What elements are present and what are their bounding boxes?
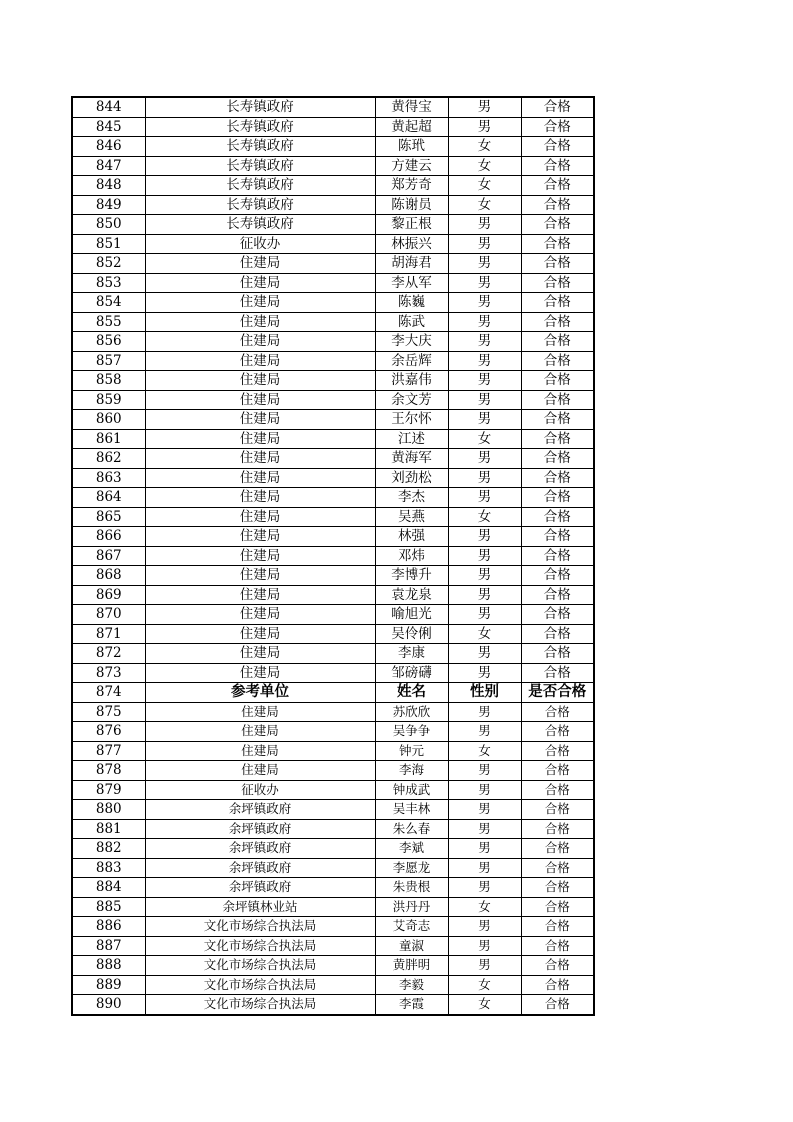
unit-cell: 住建局 [145,273,375,293]
name-cell: 吴伶俐 [375,624,448,644]
sex-cell: 男 [448,761,521,781]
table-row [72,546,594,566]
table-row [72,390,594,410]
result-cell: 合格 [521,624,594,644]
row-number-cell: 858 [72,371,145,391]
name-cell: 刘劲松 [375,468,448,488]
row-number-cell: 886 [72,917,145,937]
table-row [72,761,594,781]
result-cell: 合格 [521,644,594,664]
sex-cell: 男 [448,702,521,722]
result-cell: 合格 [521,332,594,352]
row-number-cell: 866 [72,527,145,547]
sex-cell: 男 [448,819,521,839]
results-table-body [72,97,594,1015]
name-cell: 李霞 [375,995,448,1015]
result-cell: 合格 [521,917,594,937]
table-row [72,410,594,430]
sex-cell: 男 [448,468,521,488]
table-row [72,117,594,137]
result-cell: 合格 [521,995,594,1015]
result-cell: 合格 [521,390,594,410]
sex-cell: 男 [448,273,521,293]
result-cell: 合格 [521,429,594,449]
name-cell: 李康 [375,644,448,664]
sex-cell: 男 [448,936,521,956]
row-number-cell: 856 [72,332,145,352]
sex-cell: 男 [448,410,521,430]
name-cell: 余文芳 [375,390,448,410]
table-row [72,878,594,898]
row-number-cell: 868 [72,566,145,586]
row-number-cell: 888 [72,956,145,976]
sex-cell: 男 [448,97,521,117]
table-row [72,605,594,625]
name-cell: 李大庆 [375,332,448,352]
unit-cell: 长寿镇政府 [145,195,375,215]
row-number-cell: 867 [72,546,145,566]
unit-cell: 住建局 [145,585,375,605]
unit-cell: 征收办 [145,234,375,254]
name-cell: 艾奇志 [375,917,448,937]
table-row [72,429,594,449]
unit-cell: 长寿镇政府 [145,215,375,235]
table-row [72,780,594,800]
unit-cell: 住建局 [145,410,375,430]
name-cell: 李杰 [375,488,448,508]
name-cell: 李海 [375,761,448,781]
table-row [72,156,594,176]
name-cell: 林振兴 [375,234,448,254]
sex-cell: 男 [448,858,521,878]
name-cell: 郑芳奇 [375,176,448,196]
row-number-cell: 885 [72,897,145,917]
result-cell: 合格 [521,156,594,176]
result-cell: 合格 [521,546,594,566]
result-cell: 合格 [521,605,594,625]
unit-cell: 住建局 [145,605,375,625]
row-number-cell: 847 [72,156,145,176]
unit-cell: 余坪镇林业站 [145,897,375,917]
unit-cell: 住建局 [145,741,375,761]
unit-cell: 余坪镇政府 [145,819,375,839]
table-row [72,819,594,839]
unit-cell: 住建局 [145,761,375,781]
unit-cell: 余坪镇政府 [145,878,375,898]
unit-cell: 住建局 [145,468,375,488]
table-row [72,195,594,215]
result-cell: 合格 [521,819,594,839]
unit-cell: 长寿镇政府 [145,97,375,117]
row-number-cell: 850 [72,215,145,235]
sex-cell: 女 [448,897,521,917]
row-number-cell: 877 [72,741,145,761]
unit-cell: 住建局 [145,293,375,313]
row-number-cell: 855 [72,312,145,332]
sex-cell: 男 [448,722,521,742]
row-number-cell: 889 [72,975,145,995]
table-row [72,917,594,937]
sex-cell: 女 [448,137,521,157]
sex-cell: 男 [448,371,521,391]
row-number-cell: 875 [72,702,145,722]
unit-cell: 长寿镇政府 [145,176,375,196]
row-number-cell: 876 [72,722,145,742]
table-row [72,234,594,254]
table-row [72,566,594,586]
column-header-unit: 参考单位 [145,683,375,703]
unit-cell: 住建局 [145,722,375,742]
sex-cell: 女 [448,156,521,176]
unit-cell: 住建局 [145,488,375,508]
table-row [72,741,594,761]
result-cell: 合格 [521,858,594,878]
unit-cell: 住建局 [145,644,375,664]
name-cell: 李斌 [375,839,448,859]
sex-cell: 男 [448,215,521,235]
result-cell: 合格 [521,273,594,293]
name-cell: 李愿龙 [375,858,448,878]
unit-cell: 住建局 [145,527,375,547]
sex-cell: 男 [448,254,521,274]
sex-cell: 男 [448,293,521,313]
name-cell: 陈武 [375,312,448,332]
result-cell: 合格 [521,507,594,527]
sex-cell: 女 [448,624,521,644]
row-number-cell: 844 [72,97,145,117]
result-cell: 合格 [521,371,594,391]
row-number-cell: 848 [72,176,145,196]
table-row [72,215,594,235]
unit-cell: 长寿镇政府 [145,117,375,137]
sex-cell: 男 [448,839,521,859]
result-cell: 合格 [521,780,594,800]
table-row [72,644,594,664]
sex-cell: 男 [448,663,521,683]
result-cell: 合格 [521,488,594,508]
result-cell: 合格 [521,975,594,995]
unit-cell: 住建局 [145,429,375,449]
sex-cell: 男 [448,566,521,586]
row-number-cell: 860 [72,410,145,430]
row-number-cell: 869 [72,585,145,605]
row-number-cell: 853 [72,273,145,293]
name-cell: 江述 [375,429,448,449]
sex-cell: 男 [448,332,521,352]
name-cell: 朱贵根 [375,878,448,898]
unit-cell: 住建局 [145,371,375,391]
row-number-cell: 864 [72,488,145,508]
name-cell: 袁龙泉 [375,585,448,605]
table-row [72,663,594,683]
result-cell: 合格 [521,312,594,332]
table-row [72,936,594,956]
result-cell: 合格 [521,761,594,781]
name-cell: 余岳辉 [375,351,448,371]
unit-cell: 文化市场综合执法局 [145,975,375,995]
unit-cell: 住建局 [145,624,375,644]
row-number-cell: 865 [72,507,145,527]
name-cell: 黎正根 [375,215,448,235]
name-cell: 吴燕 [375,507,448,527]
name-cell: 黄得宝 [375,97,448,117]
sex-cell: 男 [448,527,521,547]
name-cell: 李从军 [375,273,448,293]
result-cell: 合格 [521,137,594,157]
table-row [72,468,594,488]
table-row [72,176,594,196]
sex-cell: 男 [448,780,521,800]
row-number-cell: 882 [72,839,145,859]
unit-cell: 住建局 [145,663,375,683]
unit-cell: 文化市场综合执法局 [145,936,375,956]
column-header-name: 姓名 [375,683,448,703]
table-row [72,995,594,1015]
result-cell: 合格 [521,527,594,547]
name-cell: 吴丰林 [375,800,448,820]
sex-cell: 女 [448,507,521,527]
row-number-cell: 861 [72,429,145,449]
unit-cell: 征收办 [145,780,375,800]
table-row [72,449,594,469]
unit-cell: 长寿镇政府 [145,156,375,176]
name-cell: 洪丹丹 [375,897,448,917]
table-row [72,956,594,976]
sex-cell: 男 [448,917,521,937]
unit-cell: 文化市场综合执法局 [145,956,375,976]
result-cell: 合格 [521,936,594,956]
row-number-cell: 884 [72,878,145,898]
row-number-cell: 862 [72,449,145,469]
name-cell: 陈玳 [375,137,448,157]
table-row [72,975,594,995]
name-cell: 钟元 [375,741,448,761]
unit-cell: 长寿镇政府 [145,137,375,157]
unit-cell: 住建局 [145,546,375,566]
table-row [72,332,594,352]
result-cell: 合格 [521,449,594,469]
table-row [72,858,594,878]
name-cell: 李毅 [375,975,448,995]
row-number-cell: 852 [72,254,145,274]
sex-cell: 男 [448,585,521,605]
sex-cell: 男 [448,449,521,469]
name-cell: 陈谢员 [375,195,448,215]
column-header-sex: 性别 [448,683,521,703]
result-cell: 合格 [521,215,594,235]
row-number-cell: 863 [72,468,145,488]
row-number-cell: 846 [72,137,145,157]
table-row [72,624,594,644]
result-cell: 合格 [521,585,594,605]
name-cell: 王尔怀 [375,410,448,430]
sex-cell: 男 [448,117,521,137]
table-header-row [72,683,594,703]
sex-cell: 女 [448,429,521,449]
result-cell: 合格 [521,195,594,215]
column-header-result: 是否合格 [521,683,594,703]
row-number-cell: 851 [72,234,145,254]
unit-cell: 住建局 [145,332,375,352]
unit-cell: 住建局 [145,449,375,469]
name-cell: 吴争争 [375,722,448,742]
result-cell: 合格 [521,97,594,117]
sex-cell: 男 [448,956,521,976]
table-row [72,722,594,742]
unit-cell: 住建局 [145,702,375,722]
sex-cell: 男 [448,546,521,566]
row-number-cell: 880 [72,800,145,820]
unit-cell: 住建局 [145,351,375,371]
table-row [72,527,594,547]
row-number-cell: 874 [72,683,145,703]
name-cell: 童淑 [375,936,448,956]
name-cell: 喻旭光 [375,605,448,625]
result-cell: 合格 [521,897,594,917]
sex-cell: 男 [448,312,521,332]
result-cell: 合格 [521,293,594,313]
sex-cell: 男 [448,351,521,371]
sex-cell: 男 [448,878,521,898]
name-cell: 胡海君 [375,254,448,274]
unit-cell: 文化市场综合执法局 [145,917,375,937]
row-number-cell: 854 [72,293,145,313]
name-cell: 林强 [375,527,448,547]
unit-cell: 住建局 [145,254,375,274]
table-row [72,585,594,605]
name-cell: 苏欣欣 [375,702,448,722]
unit-cell: 余坪镇政府 [145,800,375,820]
table-row [72,702,594,722]
name-cell: 黄海军 [375,449,448,469]
name-cell: 陈巍 [375,293,448,313]
sex-cell: 女 [448,741,521,761]
table-row [72,273,594,293]
table-row [72,800,594,820]
result-cell: 合格 [521,410,594,430]
unit-cell: 文化市场综合执法局 [145,995,375,1015]
name-cell: 邓炜 [375,546,448,566]
table-row [72,293,594,313]
name-cell: 黄起超 [375,117,448,137]
sex-cell: 男 [448,800,521,820]
result-cell: 合格 [521,878,594,898]
row-number-cell: 845 [72,117,145,137]
row-number-cell: 871 [72,624,145,644]
table-row [72,839,594,859]
row-number-cell: 870 [72,605,145,625]
row-number-cell: 872 [72,644,145,664]
table-row [72,371,594,391]
sex-cell: 女 [448,975,521,995]
name-cell: 朱么春 [375,819,448,839]
table-row [72,312,594,332]
sex-cell: 男 [448,234,521,254]
result-cell: 合格 [521,702,594,722]
result-cell: 合格 [521,468,594,488]
result-cell: 合格 [521,839,594,859]
name-cell: 钟成武 [375,780,448,800]
name-cell: 黄胖明 [375,956,448,976]
name-cell: 洪嘉伟 [375,371,448,391]
row-number-cell: 879 [72,780,145,800]
result-cell: 合格 [521,663,594,683]
row-number-cell: 883 [72,858,145,878]
sex-cell: 男 [448,644,521,664]
result-cell: 合格 [521,176,594,196]
row-number-cell: 887 [72,936,145,956]
result-cell: 合格 [521,800,594,820]
sex-cell: 男 [448,488,521,508]
unit-cell: 余坪镇政府 [145,839,375,859]
result-cell: 合格 [521,117,594,137]
result-cell: 合格 [521,254,594,274]
unit-cell: 住建局 [145,390,375,410]
row-number-cell: 878 [72,761,145,781]
row-number-cell: 890 [72,995,145,1015]
table-row [72,488,594,508]
table-row [72,97,594,117]
table-row [72,137,594,157]
row-number-cell: 859 [72,390,145,410]
result-cell: 合格 [521,351,594,371]
sex-cell: 女 [448,176,521,196]
unit-cell: 余坪镇政府 [145,858,375,878]
name-cell: 邹磅礴 [375,663,448,683]
result-cell: 合格 [521,741,594,761]
name-cell: 李博升 [375,566,448,586]
row-number-cell: 873 [72,663,145,683]
table-row [72,254,594,274]
table-row [72,897,594,917]
result-cell: 合格 [521,234,594,254]
result-cell: 合格 [521,566,594,586]
unit-cell: 住建局 [145,507,375,527]
sex-cell: 男 [448,390,521,410]
sex-cell: 男 [448,605,521,625]
results-table [71,96,595,1016]
result-cell: 合格 [521,956,594,976]
table-row [72,351,594,371]
sex-cell: 女 [448,195,521,215]
unit-cell: 住建局 [145,312,375,332]
sex-cell: 女 [448,995,521,1015]
row-number-cell: 881 [72,819,145,839]
result-cell: 合格 [521,722,594,742]
table-row [72,507,594,527]
name-cell: 方建云 [375,156,448,176]
row-number-cell: 857 [72,351,145,371]
row-number-cell: 849 [72,195,145,215]
unit-cell: 住建局 [145,566,375,586]
